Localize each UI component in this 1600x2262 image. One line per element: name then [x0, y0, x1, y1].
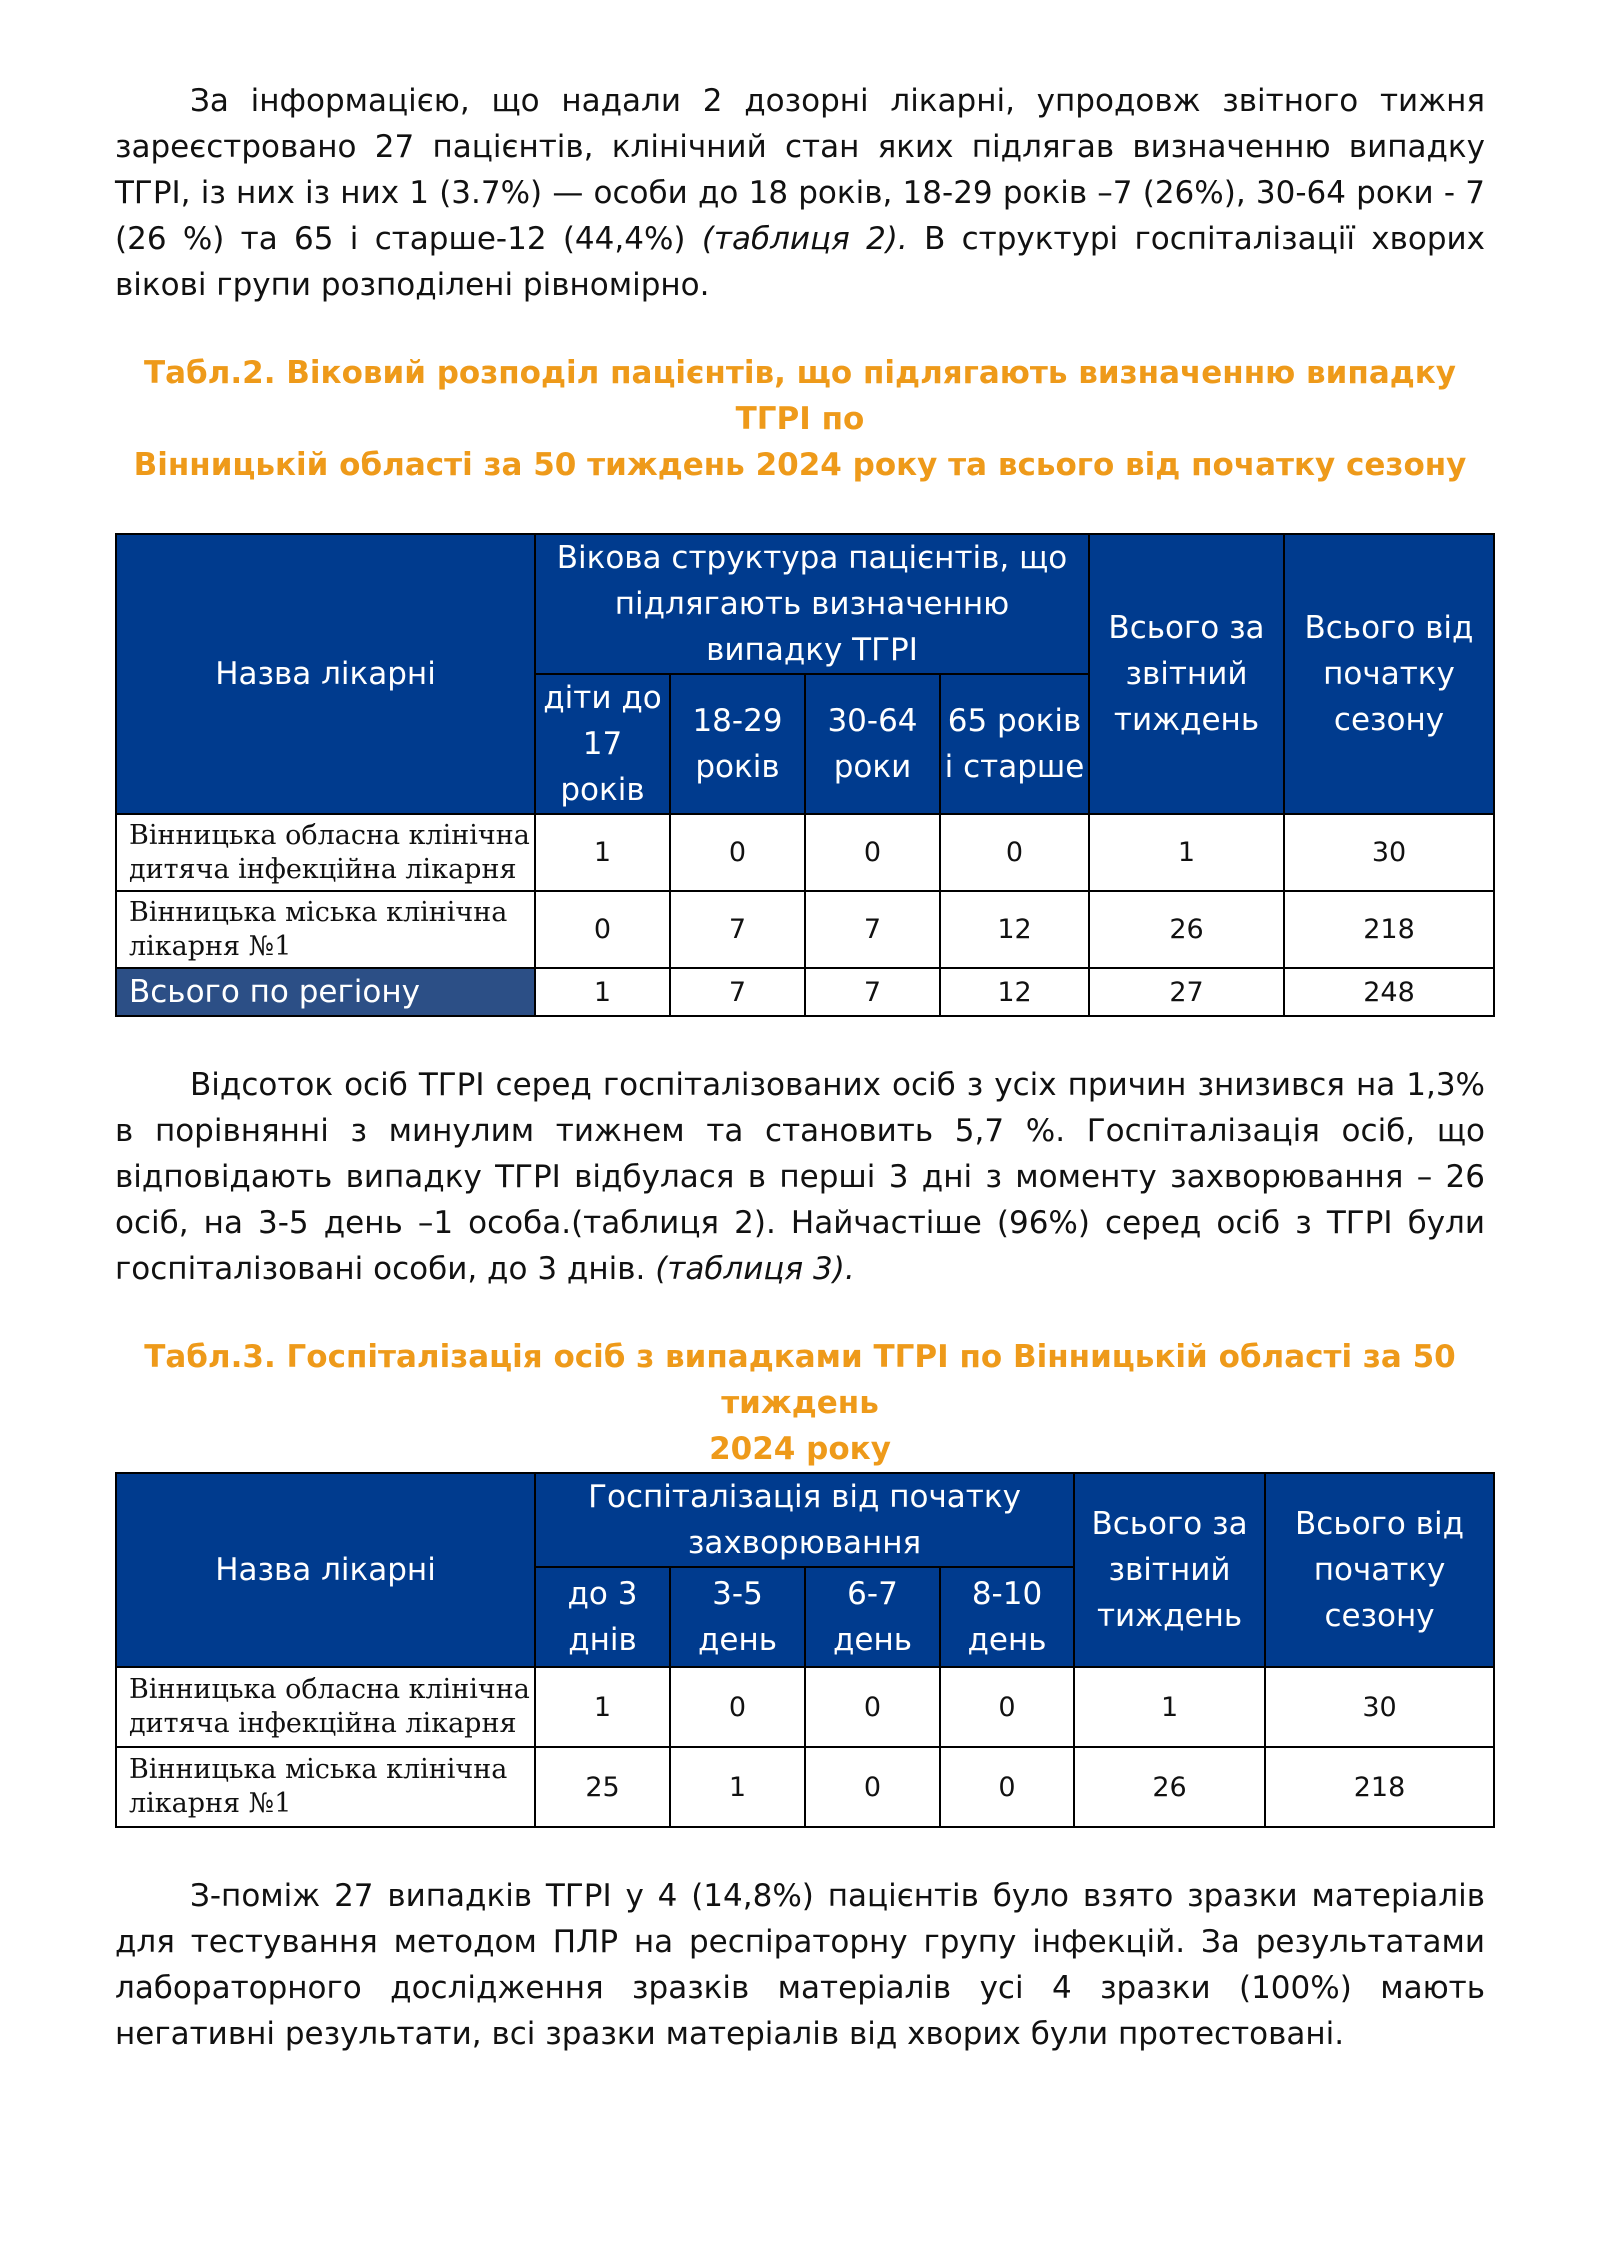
cell-value: 7: [805, 891, 940, 968]
subcol-8-10-days: 8-10 день: [940, 1567, 1074, 1667]
hospital-name: Вінницька обласна клінічна дитяча інфекційна лікарня: [116, 1667, 535, 1747]
cell-value: 0: [535, 891, 670, 968]
paragraph-intro-text-end: В структурі госпіталізації хворих вікові групи розподілені рівномірно.: [115, 221, 1485, 303]
paragraph-hospitalization: [115, 1062, 1485, 1292]
table-row: [116, 814, 1494, 891]
cell-total-week: 1: [1074, 1667, 1265, 1747]
document-page: [115, 78, 1485, 2057]
col-hospital-name: Назва лікарні: [116, 1473, 535, 1667]
table-reference: (таблиця 3).: [655, 1251, 855, 1287]
col-total-season: Всього від початку сезону: [1284, 534, 1494, 814]
col-total-season: Всього від початку сезону: [1265, 1473, 1494, 1667]
cell-total-week: 26: [1089, 891, 1284, 968]
region-total-label: Всього по регіону: [116, 968, 535, 1016]
col-total-week: Всього за звітний тиждень: [1089, 534, 1284, 814]
table3-caption-line1: Табл.3. Госпіталізація осіб з випадками ТГРІ по Вінницькій області за 50 тиждень: [144, 1339, 1456, 1421]
subcol-age-0-17: діти до 17 років: [535, 674, 670, 814]
hospital-name: Вінницька міська клінічна лікарня №1: [116, 1747, 535, 1827]
paragraph-intro: [115, 78, 1485, 308]
table-row-total: [116, 968, 1494, 1016]
cell-value: 1: [535, 814, 670, 891]
col-total-week: Всього за звітний тиждень: [1074, 1473, 1265, 1667]
cell-total-week: 27: [1089, 968, 1284, 1016]
hospitalization-table: [115, 1472, 1495, 1828]
cell-value: 0: [670, 814, 805, 891]
table3-caption: [115, 1334, 1485, 1472]
cell-value: 0: [670, 1667, 805, 1747]
cell-value: 7: [670, 891, 805, 968]
cell-value: 12: [940, 891, 1089, 968]
cell-total-season: 218: [1265, 1747, 1494, 1827]
cell-value: 0: [805, 1667, 940, 1747]
age-distribution-table: [115, 533, 1495, 1017]
cell-total-week: 1: [1089, 814, 1284, 891]
cell-value: 1: [535, 968, 670, 1016]
col-hospital-name: Назва лікарні: [116, 534, 535, 814]
cell-value: 0: [940, 1667, 1074, 1747]
cell-value: 7: [670, 968, 805, 1016]
subcol-3-5-days: 3-5 день: [670, 1567, 805, 1667]
table-row: [116, 1747, 1494, 1827]
cell-total-season: 30: [1284, 814, 1494, 891]
subcol-up-to-3-days: до 3 днів: [535, 1567, 670, 1667]
table-row: [116, 1667, 1494, 1747]
hospital-name: Вінницька міська клінічна лікарня №1: [116, 891, 535, 968]
table3-caption-line2: 2024 року: [709, 1431, 891, 1467]
cell-value: 0: [940, 814, 1089, 891]
subcol-age-30-64: 30-64 роки: [805, 674, 940, 814]
table2-caption: [115, 350, 1485, 488]
cell-value: 1: [670, 1747, 805, 1827]
cell-total-season: 218: [1284, 891, 1494, 968]
cell-value: 7: [805, 968, 940, 1016]
cell-value: 25: [535, 1747, 670, 1827]
col-age-structure: Вікова структура пацієнтів, що підлягають визначенню випадку ТГРІ: [535, 534, 1089, 674]
cell-total-season: 30: [1265, 1667, 1494, 1747]
cell-value: 12: [940, 968, 1089, 1016]
paragraph-hospitalization-text: Відсоток осіб ТГРІ серед госпіталізованих осіб з усіх причин знизився на 1,3% в порівнянні з минулим тижнем та становить 5,7 %. Госпіталізація осіб, що відповідають випадку ТГРІ відбулася в перші 3 дні з моменту захворювання – 26 осіб, на 3-5 день –1 особа.(таблиця 2). Найчастіше (96%) серед осіб з ТГРІ були госпіталізовані особи, до 3 днів.: [115, 1067, 1485, 1287]
cell-total-week: 26: [1074, 1747, 1265, 1827]
cell-value: 0: [805, 814, 940, 891]
table-row: [116, 891, 1494, 968]
paragraph-intro-text: За інформацією, що надали 2 дозорні лікарні, упродовж звітного тижня зареєстровано 27 пацієнтів, клінічний стан яких підлягав визначенню випадку ТГРІ, із них із них 1 (3.7%) — особи до 18 років, 18-29 років –7 (26%), 30-64 роки - 7 (26 %) та 65 і старше-12 (44,4%): [115, 83, 1485, 257]
cell-total-season: 248: [1284, 968, 1494, 1016]
subcol-age-65-plus: 65 років і старше: [940, 674, 1089, 814]
table2-caption-line1: Табл.2. Віковий розподіл пацієнтів, що підлягають визначенню випадку ТГРІ по: [143, 355, 1457, 437]
subcol-6-7-days: 6-7 день: [805, 1567, 940, 1667]
cell-value: 1: [535, 1667, 670, 1747]
paragraph-lab-results: [115, 1873, 1485, 2057]
subcol-age-18-29: 18-29 років: [670, 674, 805, 814]
cell-value: 0: [805, 1747, 940, 1827]
table-reference: (таблиця 2).: [701, 221, 908, 257]
table2-caption-line2: Вінницькій області за 50 тиждень 2024 року та всього від початку сезону: [133, 447, 1467, 483]
hospital-name: Вінницька обласна клінічна дитяча інфекційна лікарня: [116, 814, 535, 891]
col-hospitalization-onset: Госпіталізація від початку захворювання: [535, 1473, 1074, 1567]
cell-value: 0: [940, 1747, 1074, 1827]
paragraph-lab-results-text: З-поміж 27 випадків ТГРІ у 4 (14,8%) пацієнтів було взято зразки матеріалів для тестування методом ПЛР на респіраторну групу інфекцій. За результатами лабораторного дослідження зразків матеріалів усі 4 зразки (100%) мають негативні результати, всі зразки матеріалів від хворих були протестовані.: [115, 1878, 1485, 2052]
